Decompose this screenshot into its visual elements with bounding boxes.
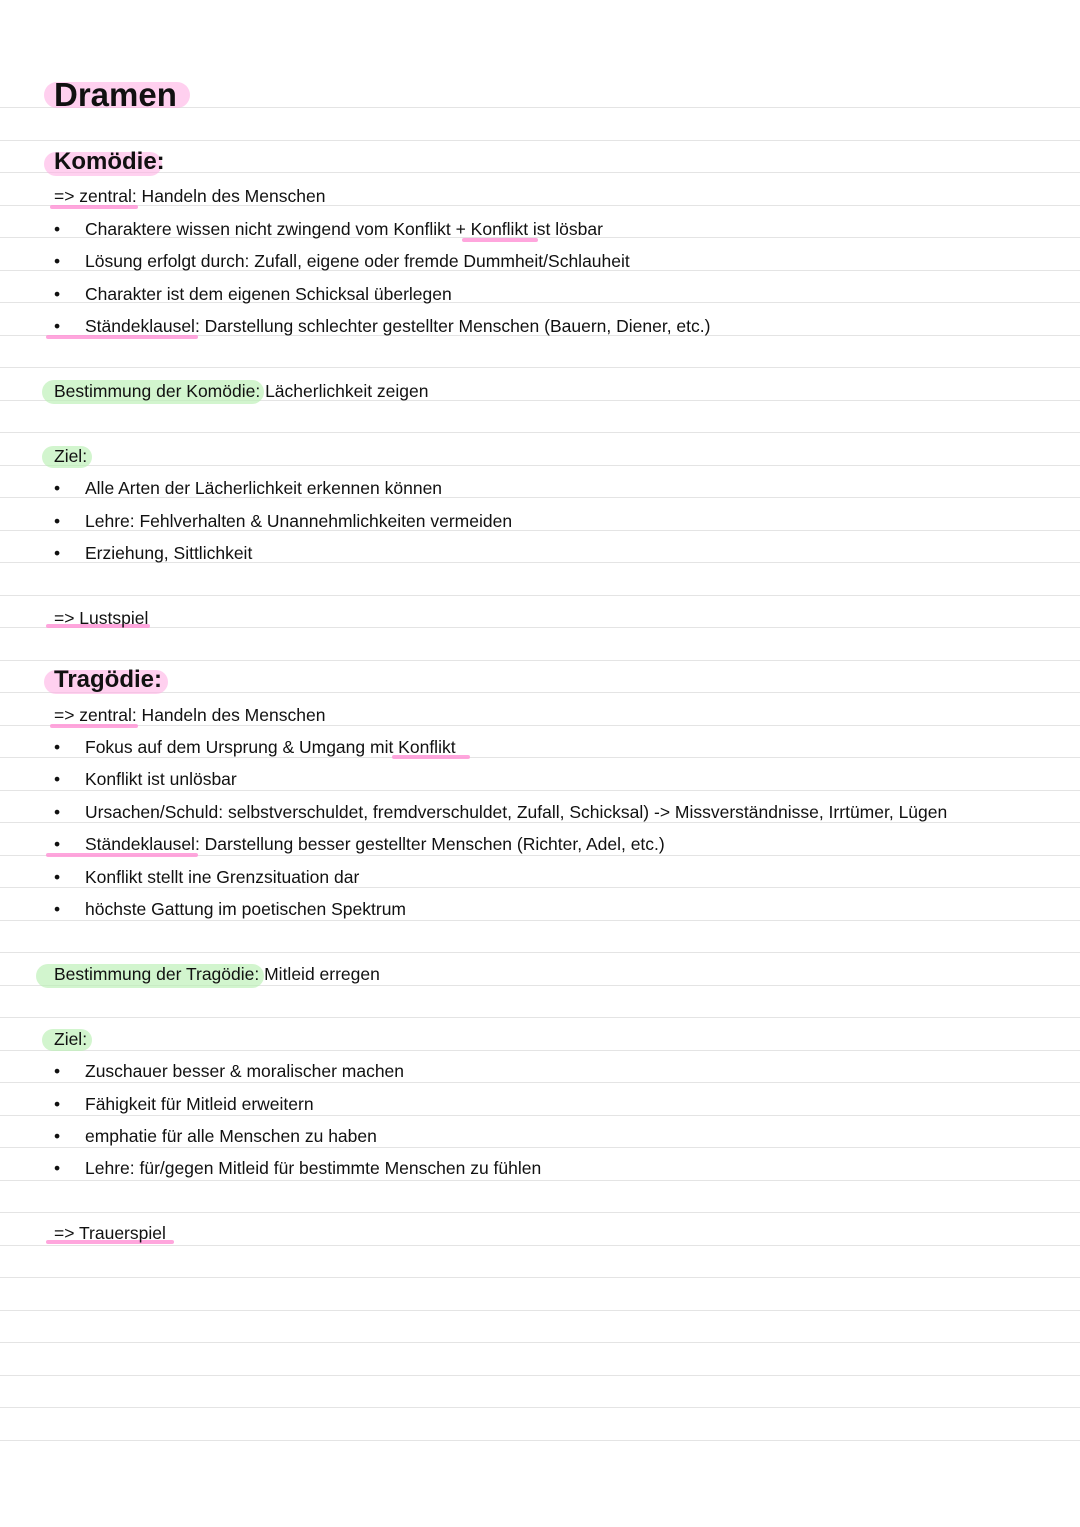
ruled-line [0,920,1080,921]
bullet: • [54,834,61,854]
ruled-line [0,790,1080,791]
bullet: • [54,316,61,336]
bullet: • [54,543,61,563]
ruled-line [0,1440,1080,1441]
komoedie-point-text: Lösung erfolgt durch: Zufall, eigene oder fremde Dummheit/Schlauheit [85,251,630,271]
ruled-line [0,660,1080,661]
bullet: • [54,769,61,789]
ruled-line [0,367,1080,368]
komoedie-point-text: Ständeklausel: Darstellung schlechter gestellter Menschen (Bauern, Diener, etc.) [85,316,711,336]
tragoedie-point-text: Ursachen/Schuld: selbstverschuldet, fremdverschuldet, Zufall, Schicksal) -> Missverständnisse, Irrtümer, Lügen [85,802,948,822]
komoedie-ziel-text: Alle Arten der Lächerlichkeit erkennen können [85,478,443,498]
komoedie-ziel-text: Lehre: Fehlverhalten & Unannehmlichkeiten vermeiden [85,511,513,531]
tragoedie-heading: Tragödie: [54,666,163,693]
bullet: • [54,219,61,239]
ruled-line [0,1017,1080,1018]
ruled-line [0,1407,1080,1408]
bullet: • [54,867,61,887]
ruled-line [0,1212,1080,1213]
ruled-line [0,465,1080,466]
ruled-line [0,1115,1080,1116]
tragoedie-point-text: Konflikt ist unlösbar [85,769,237,789]
komoedie-point-text: Charaktere wissen nicht zwingend vom Konflikt + Konflikt ist lösbar [85,219,603,239]
bullet: • [54,284,61,304]
tragoedie-ziel-text: Fähigkeit für Mitleid erweitern [85,1094,314,1114]
tragoedie-point-text: Konflikt stellt ine Grenzsituation dar [85,867,360,887]
komoedie-ziel-label: Ziel: [54,446,88,466]
tragoedie-result: => Trauerspiel [54,1223,166,1243]
tragoedie-bestimmung: Bestimmung der Tragödie: Mitleid erregen [54,964,380,984]
bullet: • [54,511,61,531]
tragoedie-central: => zentral: Handeln des Menschen [54,705,326,725]
komoedie-central: => zentral: Handeln des Menschen [54,186,326,206]
komoedie-point-text: Charakter ist dem eigenen Schicksal überlegen [85,284,452,304]
ruled-line [0,1342,1080,1343]
ruled-line [0,1180,1080,1181]
komoedie-heading: Komödie: [54,148,165,175]
bullet: • [54,737,61,757]
bullet: • [54,251,61,271]
tragoedie-ziel-text: Zuschauer besser & moralischer machen [85,1061,405,1081]
komoedie-ziel-text: Erziehung, Sittlichkeit [85,543,253,563]
bullet: • [54,1126,61,1146]
ruled-line [0,627,1080,628]
bullet: • [54,899,61,919]
ruled-line [0,1375,1080,1376]
ruled-line [0,140,1080,141]
bullet: • [54,478,61,498]
komoedie-result: => Lustspiel [54,608,149,628]
bullet: • [54,1061,61,1081]
tragoedie-point-text: Ständeklausel: Darstellung besser gestellter Menschen (Richter, Adel, etc.) [85,834,665,854]
tragoedie-point-text: höchste Gattung im poetischen Spektrum [85,899,407,919]
ruled-line [0,595,1080,596]
ruled-line [0,432,1080,433]
ruled-line [0,952,1080,953]
komoedie-bestimmung: Bestimmung der Komödie: Lächerlichkeit zeigen [54,381,429,401]
tragoedie-ziel-text: emphatie für alle Menschen zu haben [85,1126,377,1146]
page-title: Dramen [54,76,177,113]
tragoedie-ziel-text: Lehre: für/gegen Mitleid für bestimmte Menschen zu fühlen [85,1158,542,1178]
ruled-line [0,1277,1080,1278]
ruled-line [0,1082,1080,1083]
tragoedie-ziel-label: Ziel: [54,1029,88,1049]
bullet: • [54,802,61,822]
ruled-line [0,1245,1080,1246]
ruled-line [0,1147,1080,1148]
ruled-line [0,1050,1080,1051]
ruled-line [0,1310,1080,1311]
tragoedie-point-text: Fokus auf dem Ursprung & Umgang mit Konflikt [85,737,456,757]
bullet: • [54,1158,61,1178]
bullet: • [54,1094,61,1114]
